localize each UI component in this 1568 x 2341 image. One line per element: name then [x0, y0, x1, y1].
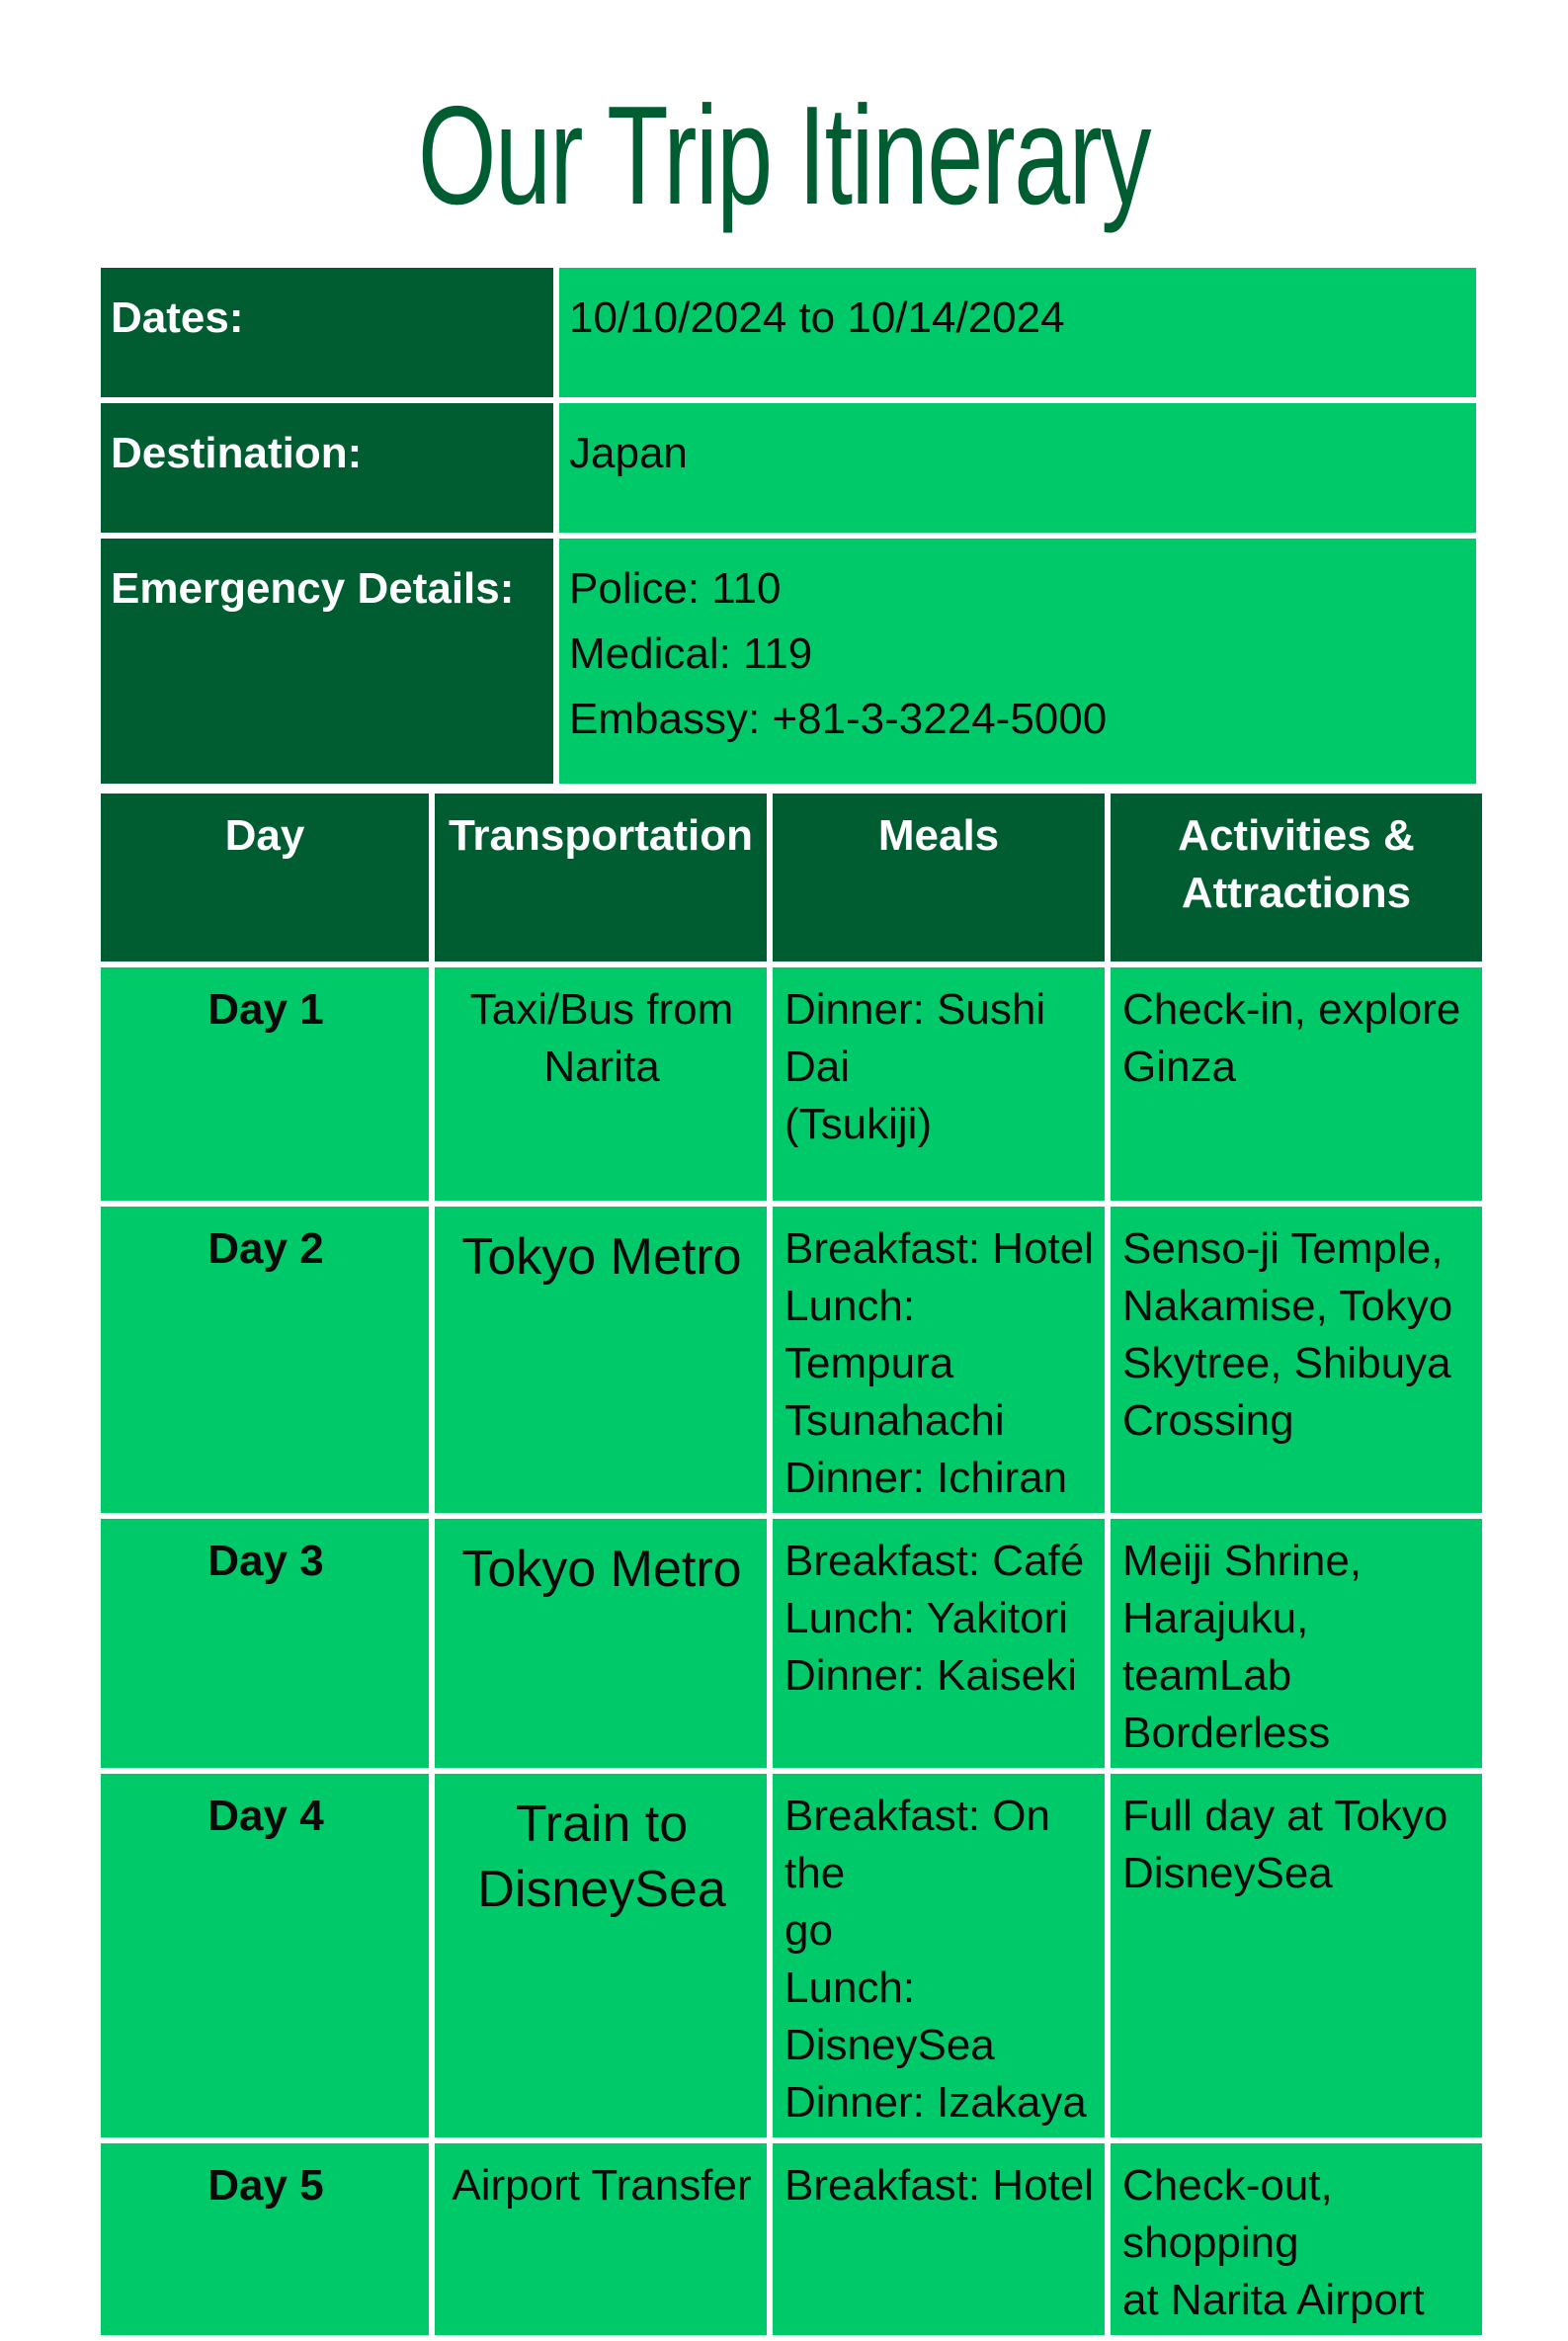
meals-cell [770, 1516, 1108, 1771]
emergency-police: Police: 110 [569, 564, 782, 613]
cell-line: Taxi/Bus from [469, 985, 734, 1034]
activities-cell [1108, 964, 1485, 1204]
cell-line: Meiji Shrine, [1122, 1537, 1362, 1585]
cell-line: at Narita Airport [1122, 2276, 1425, 2324]
cell-line: Train to [515, 1796, 689, 1853]
header-transportation: Transportation [432, 791, 770, 964]
info-row-dates [98, 265, 1479, 400]
cell-line: Check-out, shopping [1122, 2161, 1333, 2267]
itinerary-header-row [98, 791, 1485, 964]
cell-line: Breakfast: Hotel [784, 1224, 1095, 1273]
cell-line: Ginza [1122, 1043, 1236, 1091]
cell-line: Dinner: Ichiran [784, 1454, 1068, 1502]
transportation-cell [432, 1204, 770, 1516]
cell-line: Breakfast: Café [784, 1537, 1085, 1585]
itinerary-table [95, 788, 1488, 2341]
transportation-cell [432, 1771, 770, 2140]
cell-line: Dinner: Izakaya [784, 2078, 1087, 2127]
destination-value: Japan [556, 400, 1479, 536]
table-row [98, 1204, 1485, 1516]
cell-line: Crossing [1122, 1396, 1294, 1445]
day-cell: Day 3 [98, 1516, 432, 1771]
cell-line: Dinner: Sushi Dai [784, 985, 1046, 1091]
cell-line: Tokyo Metro [461, 1541, 742, 1598]
header-activities-line1: Activities & [1178, 811, 1415, 860]
meals-cell [770, 964, 1108, 1204]
activities-cell [1108, 1204, 1485, 1516]
dates-label: Dates: [98, 265, 556, 400]
emergency-label: Emergency Details: [98, 536, 556, 787]
header-meals: Meals [770, 791, 1108, 964]
cell-line: DisneySea [477, 1861, 726, 1918]
activities-cell [1108, 2140, 1485, 2338]
cell-line: Skytree, Shibuya [1122, 1339, 1451, 1387]
meals-cell [770, 1771, 1108, 2140]
table-row [98, 2140, 1485, 2338]
cell-line: Check-in, explore [1122, 985, 1461, 1034]
page-title: Our Trip Itinerary [417, 77, 1151, 234]
info-row-destination [98, 400, 1479, 536]
cell-line: Breakfast: Hotel [784, 2161, 1095, 2210]
cell-line: (Tsukiji) [784, 1100, 933, 1148]
transportation-cell [432, 1516, 770, 1771]
cell-line: Narita [543, 1043, 660, 1091]
info-row-emergency [98, 536, 1479, 787]
day-cell: Day 2 [98, 1204, 432, 1516]
cell-line: Harajuku, teamLab [1122, 1594, 1309, 1700]
meals-cell [770, 1204, 1108, 1516]
cell-line: Senso-ji Temple, [1122, 1224, 1444, 1273]
table-row [98, 1516, 1485, 1771]
activities-cell [1108, 1516, 1485, 1771]
cell-line: Borderless [1122, 1709, 1331, 1757]
table-row [98, 1771, 1485, 2140]
dates-value: 10/10/2024 to 10/14/2024 [556, 265, 1479, 400]
emergency-value [556, 536, 1479, 787]
destination-label: Destination: [98, 400, 556, 536]
emergency-embassy: Embassy: +81-3-3224-5000 [569, 695, 1108, 743]
cell-line: Lunch: DisneySea [784, 1964, 995, 2069]
emergency-medical: Medical: 119 [569, 629, 813, 678]
table-row [98, 964, 1485, 1204]
cell-line: Tsunahachi [784, 1396, 1005, 1445]
cell-line: Lunch: Yakitori [784, 1594, 1068, 1642]
cell-line: Full day at Tokyo [1122, 1792, 1448, 1840]
cell-line: Breakfast: On the [784, 1792, 1051, 1897]
cell-line: Dinner: Kaiseki [784, 1651, 1077, 1700]
cell-line: Lunch: Tempura [784, 1282, 954, 1387]
header-activities [1108, 791, 1485, 964]
activities-cell [1108, 1771, 1485, 2140]
transportation-cell [432, 964, 770, 1204]
day-cell: Day 5 [98, 2140, 432, 2338]
trip-info-table [95, 262, 1482, 790]
cell-line: DisneySea [1122, 1849, 1333, 1897]
cell-line: go [784, 1906, 833, 1955]
transportation-cell [432, 2140, 770, 2338]
cell-line: Tokyo Metro [461, 1228, 742, 1286]
meals-cell [770, 2140, 1108, 2338]
day-cell: Day 1 [98, 964, 432, 1204]
cell-line: Airport Transfer [452, 2161, 752, 2210]
cell-line: Nakamise, Tokyo [1122, 1282, 1453, 1330]
header-day: Day [98, 791, 432, 964]
header-activities-line2: Attractions [1181, 869, 1412, 917]
day-cell: Day 4 [98, 1771, 432, 2140]
